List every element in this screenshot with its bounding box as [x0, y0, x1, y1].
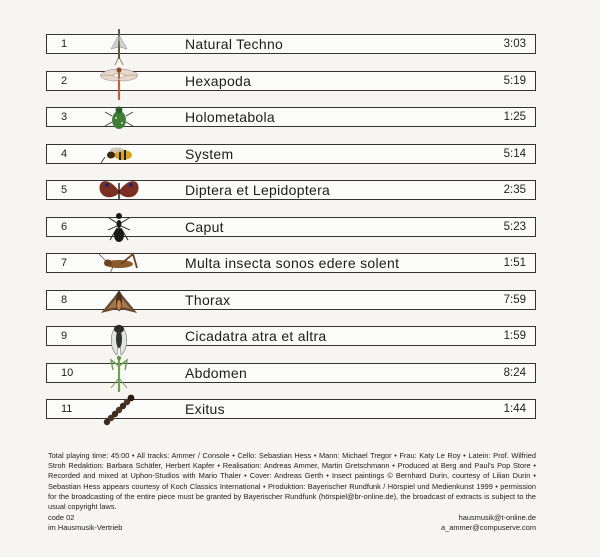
track-row: [46, 217, 536, 237]
track-duration: 1:59: [503, 330, 526, 342]
track-row: [46, 71, 536, 91]
track-row: [46, 399, 536, 419]
email-ammer[interactable]: a_ammer@compuserve.com: [441, 523, 536, 532]
track-number: 2: [61, 74, 68, 87]
label-code: code 02: [48, 513, 75, 522]
track-duration: 8:24: [503, 366, 526, 379]
track-title: Exitus: [185, 401, 225, 417]
track-row: [46, 326, 536, 346]
email-hausmusik[interactable]: hausmusik@t-online.de: [458, 513, 536, 522]
track-title: Thorax: [185, 291, 231, 308]
track-duration: 2:35: [503, 184, 526, 196]
distribution-note: im Hausmusik-Vertrieb: [48, 523, 123, 532]
footer-row-code: [48, 513, 536, 523]
track-number: 9: [61, 330, 68, 342]
track-title: Diptera et Lepidoptera: [185, 182, 331, 198]
track-duration: 1:44: [503, 403, 526, 415]
track-title: Abdomen: [185, 364, 248, 381]
track-number: 7: [61, 257, 68, 269]
track-title: System: [185, 145, 234, 162]
track-title: Holometabola: [185, 109, 275, 125]
track-row: [46, 180, 536, 200]
track-duration: 5:14: [503, 147, 526, 160]
track-duration: 5:19: [503, 74, 526, 87]
track-duration: 1:25: [503, 111, 526, 123]
track-row: [46, 144, 536, 164]
credits-block: [48, 451, 536, 512]
track-number: 11: [61, 403, 73, 415]
track-duration: 3:03: [503, 38, 526, 50]
track-number: 6: [61, 220, 68, 233]
credits-text: Total playing time: 45:00 • All tracks: Ammer / Console • Cello: Sebastian Hess • Mann: Michael Tregor • Frau: Katy Le Roy • Latein: Prof. Wilfried Stroh Redaktion: Barbara Schäfer, Herbert Kapfer • Realisation: Andreas Ammer, Martin Gretschmann • Produced at Berg and Paul's Pop Store • Recorded and mixed at Uphon-Studios with Mario Thaler • Cover: Andreas Gerth • Insect paintings © Bernhard Durin, courtesy of Lilian Durin • Sebastian Hess appears courtesy of Koch Classics International • Produktion: Bayerischer Rundfunk / Hörspiel und Medienkunst 1999 • permission for the broadcasting of the entire piece must be granted by Bayerischer Rundfunk (hörspiel@br-online.de), the broadcast of extracts is subject to the usual copyright laws.: [48, 451, 536, 512]
track-duration: 5:23: [503, 220, 526, 233]
track-title: Hexapoda: [185, 72, 252, 89]
track-title: Caput: [185, 218, 224, 235]
footer-row-distribution: [48, 523, 536, 533]
track-row: [46, 363, 536, 383]
track-number: 3: [61, 111, 68, 123]
tracklist: [46, 34, 536, 436]
track-duration: 7:59: [503, 293, 526, 306]
track-title: Natural Techno: [185, 36, 284, 52]
track-title: Multa insecta sonos edere solent: [185, 255, 400, 271]
track-row: [46, 107, 536, 127]
track-row: [46, 34, 536, 54]
caterpillar-icon: [97, 388, 141, 432]
track-number: 1: [61, 38, 68, 50]
track-number: 4: [61, 147, 68, 160]
track-number: 8: [61, 293, 68, 306]
track-duration: 1:51: [503, 257, 526, 269]
track-number: 5: [61, 184, 68, 196]
track-row: [46, 290, 536, 310]
track-row: [46, 253, 536, 273]
track-title: Cicadatra atra et altra: [185, 328, 327, 344]
track-number: 10: [61, 366, 74, 379]
